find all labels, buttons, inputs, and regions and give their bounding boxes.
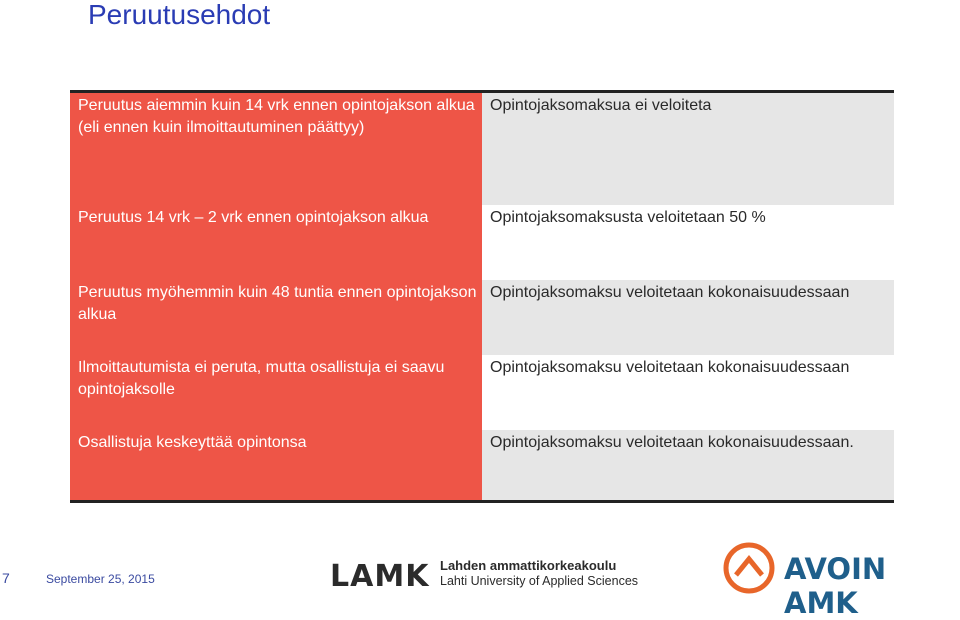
page-title: Peruutusehdot [88, 0, 271, 30]
cancellation-terms-table [70, 90, 894, 503]
row-fee: Opintojaksomaksusta veloitetaan 50 % [490, 209, 766, 226]
page-number: 7 [2, 570, 10, 586]
table-row [70, 93, 894, 205]
footer-date: September 25, 2015 [46, 572, 155, 586]
table-row [70, 355, 894, 430]
row-condition: Osallistuja keskeyttää opintonsa [78, 434, 307, 451]
row-fee: Opintojaksomaksu veloitetaan kokonaisuudessaan [482, 280, 894, 355]
table-row [70, 430, 894, 500]
row-fee: Opintojaksomaksu veloitetaan kokonaisuudessaan [490, 359, 850, 376]
lamk-logo: LAMK [330, 559, 430, 594]
row-condition: Peruutus 14 vrk – 2 vrk ennen opintojakson alkua [78, 209, 429, 226]
avoin-amk-logo: AVOIN AMK [784, 552, 887, 620]
table-row [70, 280, 894, 355]
row-condition: Ilmoittautumista ei peruta, mutta osallistuja ei saavu opintojaksolle [78, 359, 445, 398]
lamk-name-fi: Lahden ammattikorkeakoulu [440, 558, 617, 573]
row-fee: Opintojaksomaksua ei veloiteta [482, 93, 894, 205]
lamk-name-en: Lahti University of Applied Sciences [440, 574, 639, 588]
row-condition: Peruutus myöhemmin kuin 48 tuntia ennen opintojakson alkua [78, 284, 477, 323]
table-row [70, 205, 894, 280]
row-condition: Peruutus aiemmin kuin 14 vrk ennen opintojakson alkua (eli ennen kuin ilmoittautuminen päättyy) [78, 97, 475, 136]
avoin-amk-circle-icon [722, 541, 776, 595]
row-fee: Opintojaksomaksu veloitetaan kokonaisuudessaan. [482, 430, 894, 500]
